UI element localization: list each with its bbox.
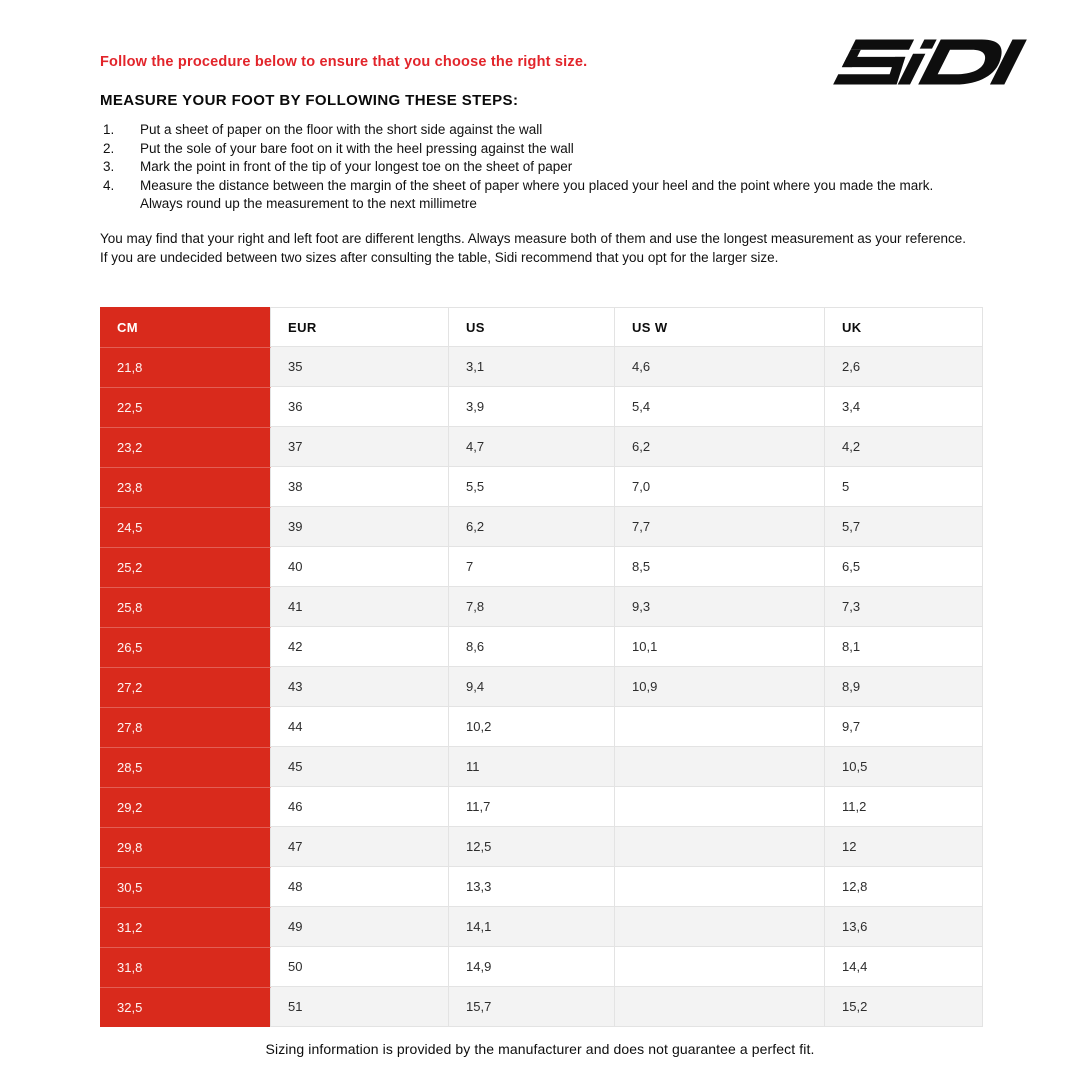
size-value-cell: 13,6 xyxy=(825,907,983,947)
step-number: 2. xyxy=(103,140,115,156)
column-header-us: US xyxy=(449,307,615,347)
size-value-cell: 14,4 xyxy=(825,947,983,987)
cm-value-cell: 25,2 xyxy=(100,547,271,587)
size-value-cell: 50 xyxy=(271,947,449,987)
size-table-row xyxy=(100,747,983,787)
size-table-row xyxy=(100,667,983,707)
size-value-cell: 10,2 xyxy=(449,707,615,747)
size-value-cell: 43 xyxy=(271,667,449,707)
size-value-cell: 7,7 xyxy=(615,507,825,547)
size-value-cell xyxy=(615,747,825,787)
size-value-cell xyxy=(615,987,825,1027)
size-value-cell: 12,5 xyxy=(449,827,615,867)
size-value-cell: 47 xyxy=(271,827,449,867)
size-value-cell: 13,3 xyxy=(449,867,615,907)
cm-value-cell: 26,5 xyxy=(100,627,271,667)
step-number: 1. xyxy=(103,122,115,137)
size-value-cell: 42 xyxy=(271,627,449,667)
column-header-eur: EUR xyxy=(271,307,449,347)
size-value-cell xyxy=(615,787,825,827)
size-value-cell: 10,1 xyxy=(615,627,825,667)
size-value-cell: 5,7 xyxy=(825,507,983,547)
size-value-cell: 12,8 xyxy=(825,867,983,907)
measure-steps-heading: MEASURE YOUR FOOT BY FOLLOWING THESE STEPS: xyxy=(100,92,519,109)
size-value-cell xyxy=(615,867,825,907)
cm-value-cell: 23,2 xyxy=(100,427,271,467)
cm-value-cell: 32,5 xyxy=(100,987,271,1027)
size-value-cell: 8,6 xyxy=(449,627,615,667)
size-table-row xyxy=(100,547,983,587)
cm-value-cell: 30,5 xyxy=(100,867,271,907)
size-table-row xyxy=(100,587,983,627)
cm-value-cell: 28,5 xyxy=(100,747,271,787)
size-value-cell: 36 xyxy=(271,387,449,427)
table-header-row xyxy=(100,307,983,347)
size-value-cell: 5,4 xyxy=(615,387,825,427)
size-value-cell xyxy=(615,707,825,747)
size-value-cell: 6,2 xyxy=(449,507,615,547)
size-value-cell: 51 xyxy=(271,987,449,1027)
size-table-row xyxy=(100,907,983,947)
step-item-2 xyxy=(100,140,1000,159)
column-header-uk: UK xyxy=(825,307,983,347)
size-chart-table xyxy=(100,307,983,1027)
note-choose-larger-size: If you are undecided between two sizes after consulting the table, Sidi recommend that you opt for the larger size. xyxy=(100,250,779,265)
size-value-cell: 4,2 xyxy=(825,427,983,467)
step-item-3 xyxy=(100,158,1000,177)
size-value-cell: 35 xyxy=(271,347,449,387)
size-value-cell: 8,9 xyxy=(825,667,983,707)
size-value-cell: 48 xyxy=(271,867,449,907)
size-value-cell: 10,5 xyxy=(825,747,983,787)
size-value-cell: 4,7 xyxy=(449,427,615,467)
size-value-cell: 3,1 xyxy=(449,347,615,387)
size-table-row xyxy=(100,707,983,747)
cm-value-cell: 31,8 xyxy=(100,947,271,987)
size-value-cell: 7,3 xyxy=(825,587,983,627)
step-number: 3. xyxy=(103,159,115,175)
cm-value-cell: 29,2 xyxy=(100,787,271,827)
cm-value-cell: 27,2 xyxy=(100,667,271,707)
column-header-cm: CM xyxy=(100,307,271,347)
size-value-cell xyxy=(615,907,825,947)
cm-value-cell: 31,2 xyxy=(100,907,271,947)
size-value-cell: 7 xyxy=(449,547,615,587)
size-table-row xyxy=(100,427,983,467)
size-value-cell: 14,9 xyxy=(449,947,615,987)
size-table-row xyxy=(100,627,983,667)
size-value-cell xyxy=(615,947,825,987)
size-value-cell: 2,6 xyxy=(825,347,983,387)
size-value-cell: 7,0 xyxy=(615,467,825,507)
size-value-cell: 11,7 xyxy=(449,787,615,827)
size-value-cell: 45 xyxy=(271,747,449,787)
sidi-logo xyxy=(828,34,1033,90)
note-measure-both-feet: You may find that your right and left foot are different lengths. Always measure both of them and use the longest measurement as your reference. xyxy=(100,231,967,246)
size-value-cell: 6,2 xyxy=(615,427,825,467)
footer-disclaimer: Sizing information is provided by the manufacturer and does not guarantee a perfect fit. xyxy=(265,1041,815,1057)
measure-steps-list xyxy=(100,121,1000,214)
size-value-cell: 5 xyxy=(825,467,983,507)
size-value-cell: 41 xyxy=(271,587,449,627)
cm-value-cell: 21,8 xyxy=(100,347,271,387)
size-value-cell: 38 xyxy=(271,467,449,507)
step-text: Put the sole of your bare foot on it with the heel pressing against the wall xyxy=(140,140,574,156)
cm-value-cell: 25,8 xyxy=(100,587,271,627)
intro-warning-text: Follow the procedure below to ensure that you choose the right size. xyxy=(100,54,588,70)
size-table-row xyxy=(100,947,983,987)
sidi-logo-icon xyxy=(828,34,1033,90)
size-value-cell: 46 xyxy=(271,787,449,827)
size-value-cell: 9,7 xyxy=(825,707,983,747)
size-value-cell: 14,1 xyxy=(449,907,615,947)
size-value-cell: 9,4 xyxy=(449,667,615,707)
size-value-cell: 44 xyxy=(271,707,449,747)
size-value-cell: 8,1 xyxy=(825,627,983,667)
size-value-cell: 3,9 xyxy=(449,387,615,427)
step-text: Measure the distance between the margin of the sheet of paper where you placed your heel and the point where you made the mark. Always round up the measurement to the next millimetre xyxy=(140,177,934,212)
size-value-cell: 15,2 xyxy=(825,987,983,1027)
measurement-notes xyxy=(100,229,985,267)
size-value-cell: 9,3 xyxy=(615,587,825,627)
size-table-row xyxy=(100,827,983,867)
size-value-cell: 49 xyxy=(271,907,449,947)
size-value-cell xyxy=(615,827,825,867)
size-table-row xyxy=(100,507,983,547)
cm-value-cell: 27,8 xyxy=(100,707,271,747)
step-item-1 xyxy=(100,121,1000,140)
cm-value-cell: 24,5 xyxy=(100,507,271,547)
size-table-row xyxy=(100,987,983,1027)
size-table-row xyxy=(100,387,983,427)
size-table-row xyxy=(100,347,983,387)
size-value-cell: 40 xyxy=(271,547,449,587)
size-value-cell: 11 xyxy=(449,747,615,787)
size-value-cell: 3,4 xyxy=(825,387,983,427)
step-item-4 xyxy=(100,177,1000,214)
size-value-cell: 4,6 xyxy=(615,347,825,387)
size-table-row xyxy=(100,867,983,907)
step-text: Mark the point in front of the tip of your longest toe on the sheet of paper xyxy=(140,159,573,175)
size-value-cell: 15,7 xyxy=(449,987,615,1027)
size-value-cell: 8,5 xyxy=(615,547,825,587)
size-value-cell: 37 xyxy=(271,427,449,467)
size-table-row xyxy=(100,787,983,827)
size-table-row xyxy=(100,467,983,507)
cm-value-cell: 23,8 xyxy=(100,467,271,507)
size-value-cell: 5,5 xyxy=(449,467,615,507)
size-value-cell: 6,5 xyxy=(825,547,983,587)
step-number: 4. xyxy=(103,177,115,193)
size-value-cell: 7,8 xyxy=(449,587,615,627)
size-value-cell: 11,2 xyxy=(825,787,983,827)
step-text: Put a sheet of paper on the floor with the short side against the wall xyxy=(140,122,543,137)
column-header-us-w: US W xyxy=(615,307,825,347)
size-value-cell: 39 xyxy=(271,507,449,547)
cm-value-cell: 22,5 xyxy=(100,387,271,427)
size-value-cell: 10,9 xyxy=(615,667,825,707)
cm-value-cell: 29,8 xyxy=(100,827,271,867)
size-value-cell: 12 xyxy=(825,827,983,867)
